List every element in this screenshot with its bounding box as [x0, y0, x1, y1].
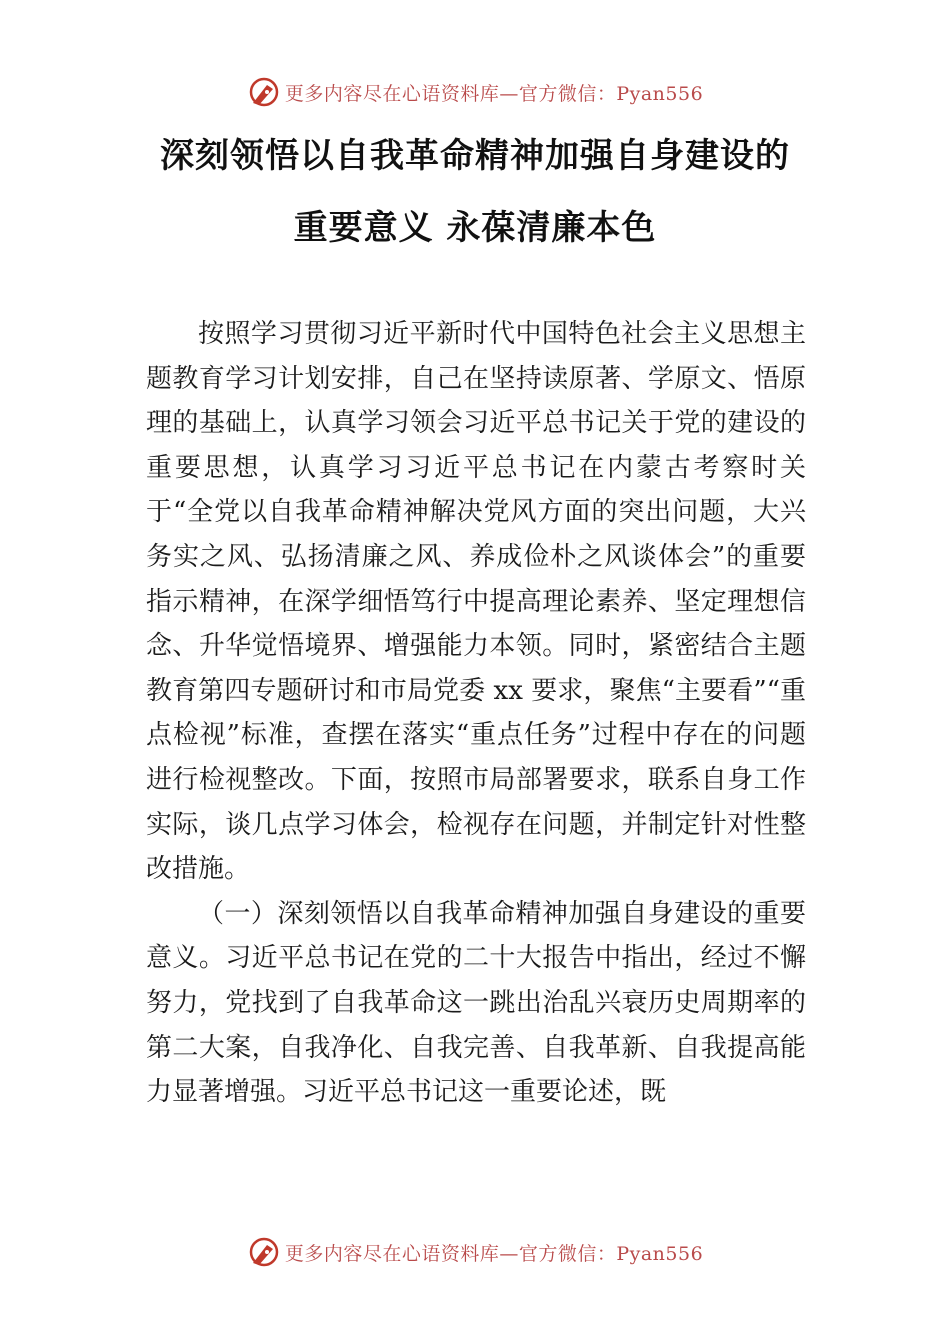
- document-body: [146, 312, 806, 1115]
- document-title-line-1: 深刻领悟以自我革命精神加强自身建设的: [160, 136, 790, 176]
- banner-text: 更多内容尽在心语资料库—官方微信：Pyan556: [284, 82, 704, 105]
- banner-text: 更多内容尽在心语资料库—官方微信：Pyan556: [284, 1242, 704, 1265]
- header-watermark-banner: [0, 72, 950, 112]
- pen-nib-logo-icon: [247, 75, 281, 109]
- paragraph-intro: 按照学习贯彻习近平新时代中国特色社会主义思想主题教育学习计划安排，自己在坚持读原著、学原文、悟原理的基础上，认真学习领会习近平总书记关于党的建设的重要思想，认真学习习近平总书记在内蒙古考察时关于“全党以自我革命精神解决党风方面的突出问题，大兴务实之风、弘扬清廉之风、养成俭朴之风谈体会”的重要指示精神，在深学细悟笃行中提高理论素养、坚定理想信念、升华觉悟境界、增强能力本领。同时，紧密结合主题教育第四专题研讨和市局党委 xx 要求，聚焦“主要看”“重点检视”标准，查摆在落实“重点任务”过程中存在的问题进行检视整改。下面，按照市局部署要求，联系自身工作实际，谈几点学习体会，检视存在问题，并制定针对性整改措施。: [146, 319, 806, 885]
- paragraph-section-1: （一）深刻领悟以自我革命精神加强自身建设的重要意义。习近平总书记在党的二十大报告中指出，经过不懈努力，党找到了自我革命这一跳出治乱兴衰历史周期率的第二大案，自我净化、自我完善、自我革新、自我提高能力显著增强。习近平总书记这一重要论述，既: [146, 898, 806, 1108]
- pen-nib-logo-icon: [247, 1235, 281, 1269]
- document-title-line-2: 重要意义 永葆清廉本色: [293, 208, 657, 248]
- footer-watermark-banner: [0, 1232, 950, 1272]
